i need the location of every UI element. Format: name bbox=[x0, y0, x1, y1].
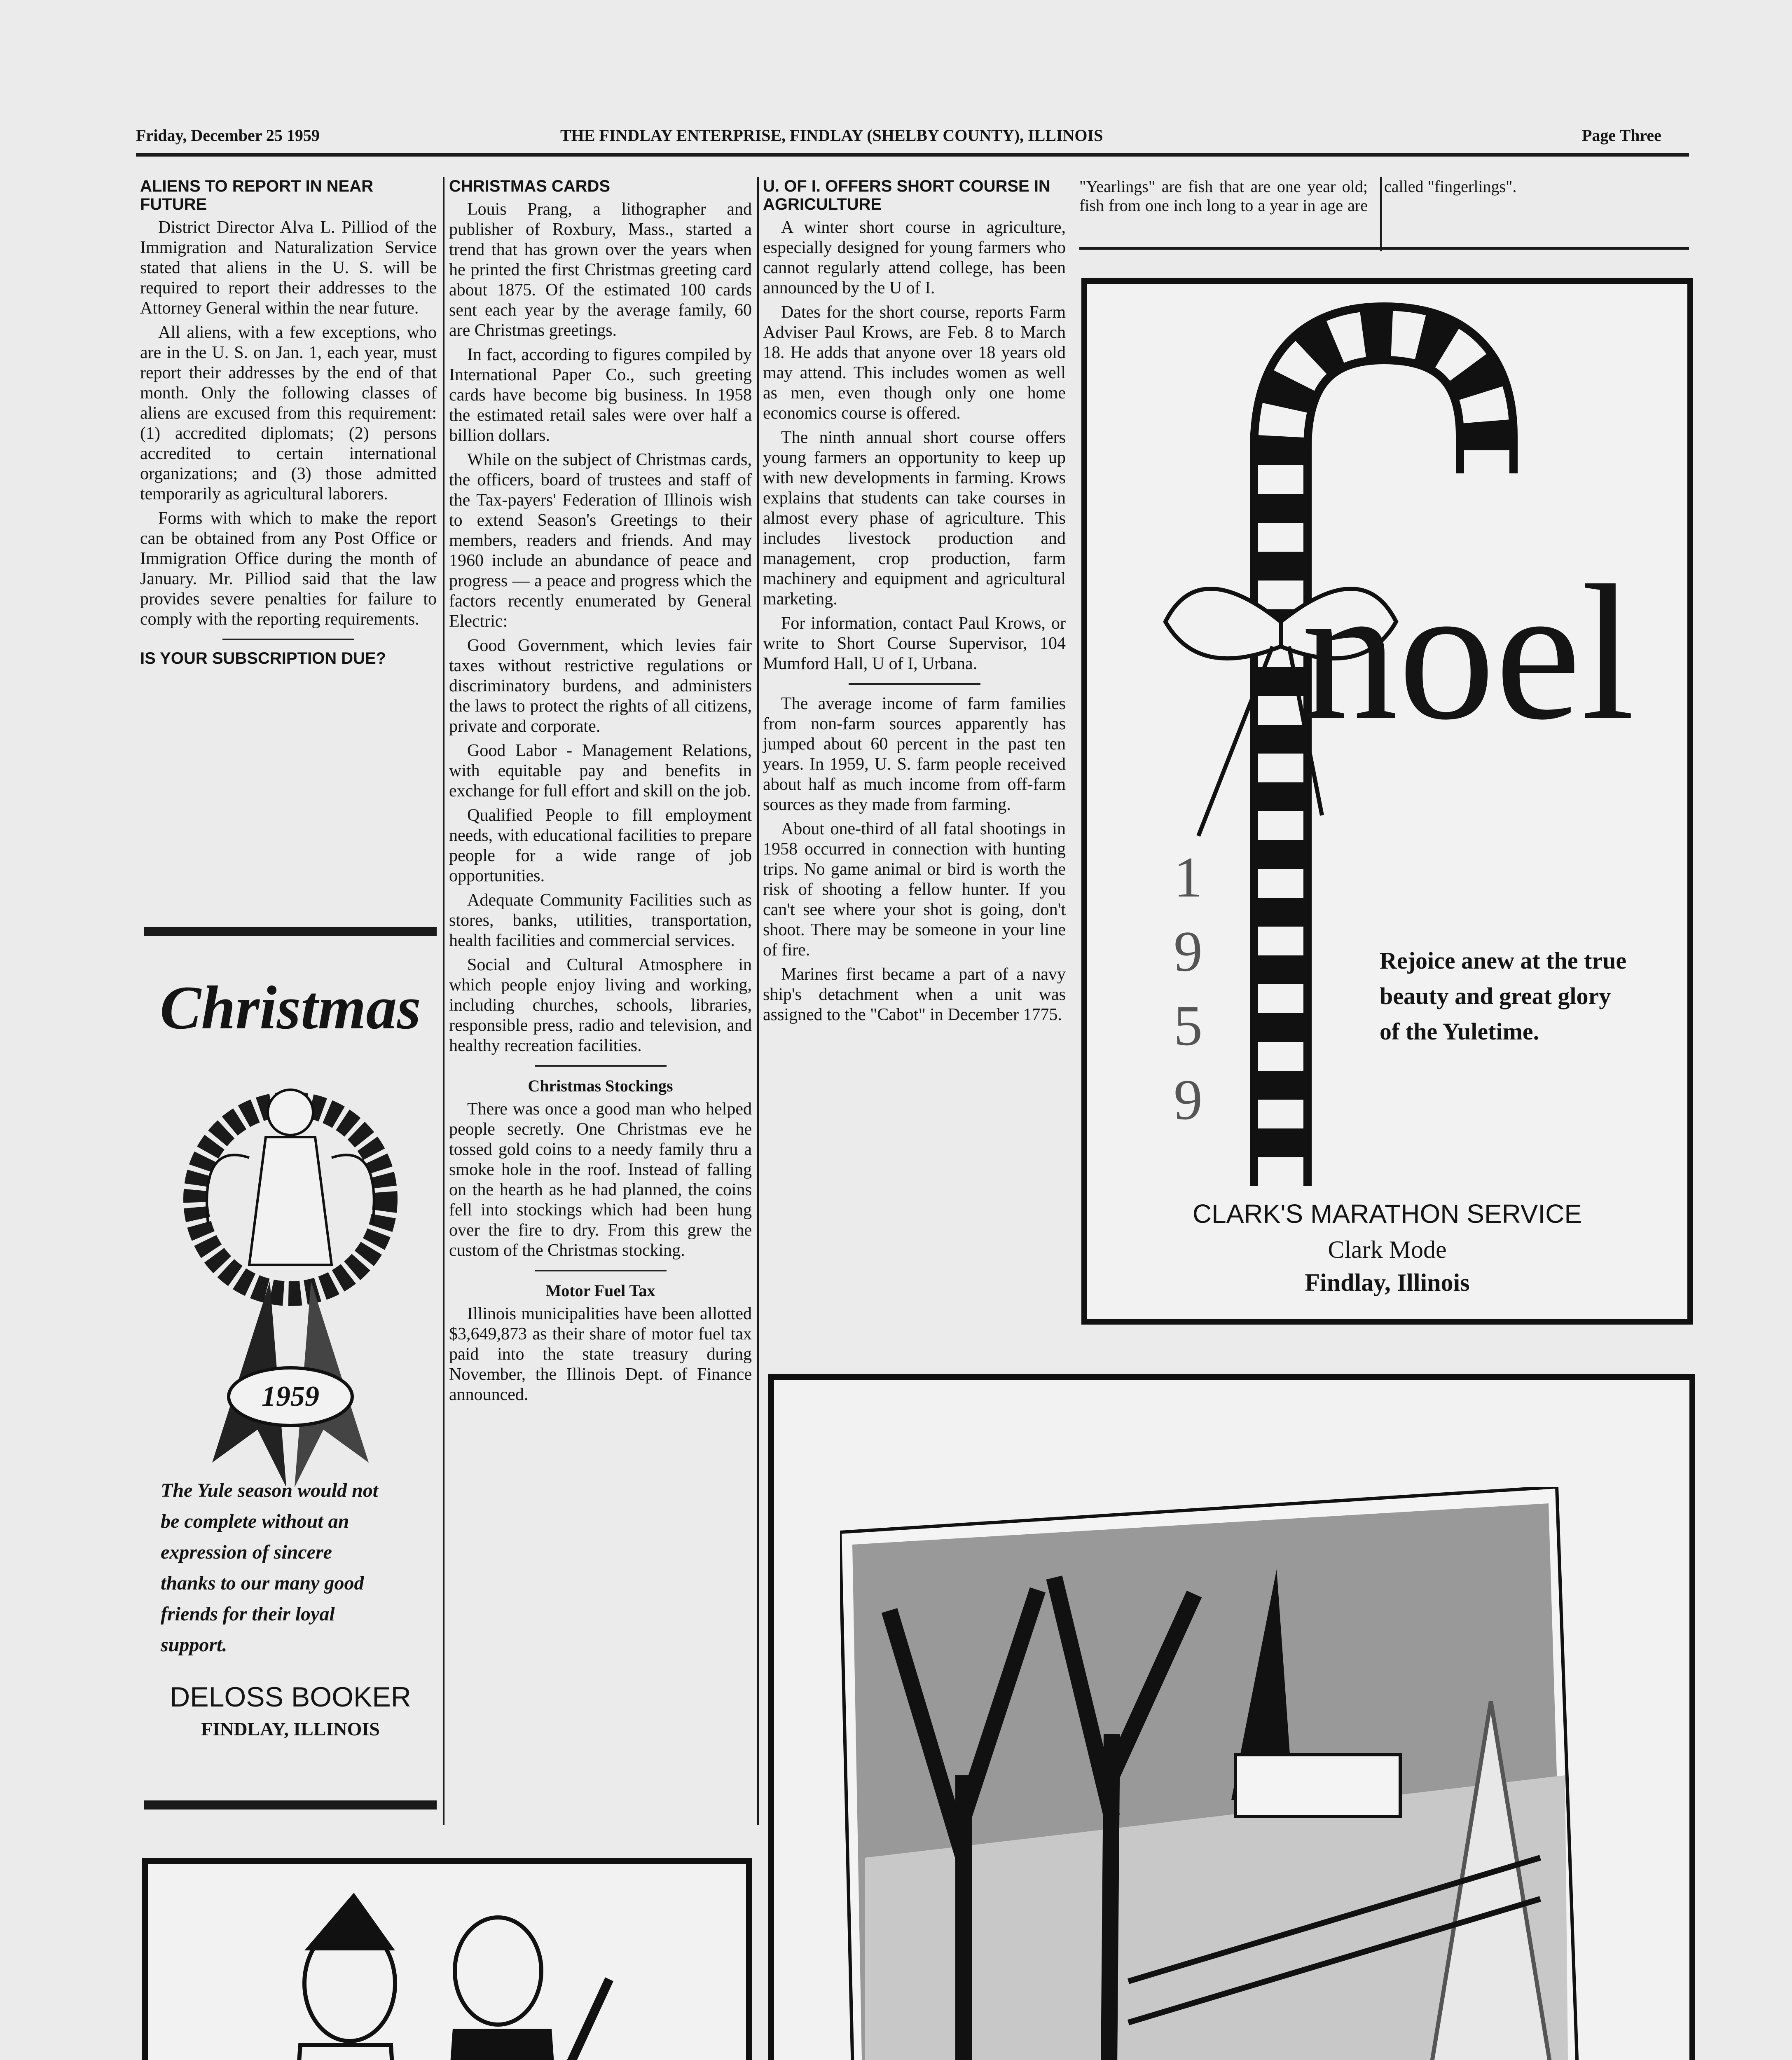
article-short-course bbox=[763, 177, 1066, 1029]
article-paragraph: A winter short course in agriculture, especially designed for young farmers who cannot regularly attend college, has been announced by the U of I. bbox=[763, 218, 1066, 297]
ad-booker bbox=[144, 927, 437, 1817]
article-paragraph: Marines first became a part of a navy ship's detachment when a unit was assigned to the "Cabot" in December 1775. bbox=[763, 965, 1066, 1024]
clarks-name: CLARK'S MARATHON SERVICE bbox=[1192, 1199, 1582, 1229]
article-aliens bbox=[140, 177, 437, 672]
clarks-year-digit: 5 bbox=[1174, 994, 1202, 1058]
booker-script-title: Christmas bbox=[160, 974, 421, 1042]
article-paragraph: While on the subject of Christmas cards, the officers, board of trustees and staff of the Tax-payers' Federation of Illinois wish to extend Season's Greetings to their members, readers and friends. And may 1960 include an abundance of peace and progress — a peace and progress which the factors recently enumerated by General Electric: bbox=[449, 450, 752, 631]
yearlings-note: "Yearlings" are fish that are one year old; fish from one inch long to a year in age are called "fingerlings". bbox=[1079, 177, 1517, 215]
yearlings-rule bbox=[1079, 247, 1689, 250]
masthead-paper: THE FINDLAY ENTERPRISE, FINDLAY (SHELBY COUNTY), ILLINOIS bbox=[560, 126, 1103, 145]
article-paragraph: Adequate Community Facilities such as stores, banks, utilities, transportation, health facilities and commercial services. bbox=[449, 891, 752, 950]
article-paragraph: The ninth annual short course offers young farmers an opportunity to keep up with new developments in farming. Krows explains that students can take courses in almost every phase of agriculture. This includes livestock production and management, crop production, farm machinery and equipment and agricultural marketing. bbox=[763, 428, 1066, 609]
article-paragraph: The average income of farm families from non-farm sources apparently has jumped about 60 percent in the past ten years. In 1959, U. S. farm people received about half as much income from off-farm sources as they made from farming. bbox=[763, 694, 1066, 814]
subscription-notice: IS YOUR SUBSCRIPTION DUE? bbox=[140, 649, 386, 667]
article-paragraph: Forms with which to make the report can be obtained from any Post Office or Immigration Office during the month of January. Mr. Pilliod said that the law provides severe penalties for failure to comply with the reporting requirements. bbox=[140, 509, 437, 629]
ad-livergood bbox=[768, 1374, 1695, 2060]
clarks-message: Rejoice anew at the true beauty and great glory of the Yuletime. bbox=[1380, 947, 1627, 1045]
article-paragraph: For information, contact Paul Krows, or write to Short Course Supervisor, 104 Mumford Hall, U of I, Urbana. bbox=[763, 614, 1066, 673]
ad-clarks bbox=[1081, 278, 1693, 1325]
booker-message: The Yule season would not be complete without an expression of sincere thanks to our many good friends for their loyal support. bbox=[161, 1479, 379, 1656]
article-paragraph: Qualified People to fill employment needs, with educational facilities to prepare people for a wide range of job opportunities. bbox=[449, 806, 752, 885]
masthead-page: Page Three bbox=[1582, 126, 1661, 145]
clarks-year-digit: 9 bbox=[1174, 920, 1202, 983]
angel-wreath-illustration bbox=[183, 1051, 398, 1504]
separator bbox=[849, 683, 980, 685]
stockings-heading: Christmas Stockings bbox=[528, 1077, 673, 1095]
clarks-year-digit: 1 bbox=[1174, 845, 1202, 909]
clarks-noel: noel bbox=[1301, 545, 1635, 760]
separator bbox=[535, 1270, 667, 1271]
booker-name: DELOSS BOOKER bbox=[170, 1681, 411, 1713]
article-paragraph: Dates for the short course, reports Farm Adviser Paul Krows, are Feb. 8 to March 18. He adds that anyone over 18 years old may attend. This includes women as well as men, even though only one home economics course is offered. bbox=[763, 303, 1066, 423]
booker-town: FINDLAY, ILLINOIS bbox=[201, 1718, 380, 1739]
clarks-year-digit: 9 bbox=[1174, 1068, 1202, 1132]
clarks-owner: Clark Mode bbox=[1328, 1236, 1447, 1263]
article-paragraph: Good Government, which levies fair taxes without restrictive regulations or discriminatory burdens, and administers the laws to protect the rights of all citizens, private and corporate. bbox=[449, 636, 752, 736]
article-heading: CHRISTMAS CARDS bbox=[449, 177, 611, 195]
article-heading: ALIENS TO REPORT IN NEAR FUTURE bbox=[140, 177, 373, 213]
article-paragraph: About one-third of all fatal shootings in 1958 occurred in connection with hunting trips. No game animal or bird is worth the risk of shooting a fellow hunter. If you can't see where your shot is going, don't shoot. There may be someone in your line of fire. bbox=[763, 819, 1066, 960]
article-christmas-cards bbox=[449, 177, 752, 1409]
article-paragraph: Louis Prang, a lithographer and publisher of Roxbury, Mass., started a trend that has grown over the years when he printed the first Christmas greeting card about 1875. Of the estimated 100 cards sent each year by the average family, 60 are Christmas greetings. bbox=[449, 200, 752, 340]
article-paragraph: District Director Alva L. Pilliod of the Immigration and Naturalization Service stated that aliens in the U. S. will be required to report their addresses to the Attorney General within the near future. bbox=[140, 218, 437, 318]
clarks-town: Findlay, Illinois bbox=[1305, 1269, 1470, 1296]
article-paragraph: Social and Cultural Atmosphere in which people enjoy living and working, including churches, schools, libraries, responsible press, radio and television, and healthy recreation facilities. bbox=[449, 955, 752, 1055]
masthead-rule bbox=[136, 153, 1689, 157]
article-heading: U. OF I. OFFERS SHORT COURSE IN AGRICULTURE bbox=[763, 177, 1050, 213]
winter-landscape-illustration bbox=[840, 1487, 1581, 2060]
separator bbox=[222, 639, 354, 640]
ad-bobs bbox=[142, 1858, 752, 2060]
stockings-text: There was once a good man who helped people secretly. One Christmas eve he tossed gold coins to a needy family thru a smoke hole in the roof. Instead of falling on the hearth as he had planned, the coins fell into stockings which had been hung over the fire to dry. From this grew the custom of the Christmas stocking. bbox=[449, 1100, 752, 1260]
column-rule bbox=[757, 177, 759, 1825]
booker-year: 1959 bbox=[262, 1381, 319, 1412]
masthead-date: Friday, December 25 1959 bbox=[136, 126, 320, 145]
column-rule bbox=[443, 177, 444, 1825]
fuel-heading: Motor Fuel Tax bbox=[545, 1281, 655, 1300]
article-paragraph: All aliens, with a few exceptions, who are in the U. S. on Jan. 1, each year, must report their addresses by the end of that month. Only the following classes of aliens are excused from this requirement: (1) accredited diplomats; (2) persons accredited to certain international organizations; and (3) those admitted temporarily as agricultural laborers. bbox=[140, 323, 437, 503]
fuel-text: Illinois municipalities have been allotted $3,649,873 as their share of motor fuel tax paid into the state treasury during November, the Illinois Dept. of Finance announced. bbox=[449, 1304, 752, 1404]
carolers-illustration bbox=[197, 1880, 708, 2060]
article-paragraph: Good Labor - Management Relations, with equitable pay and benefits in exchange for full effort and skill on the job. bbox=[449, 741, 752, 801]
ad-bottom-rule bbox=[144, 1800, 437, 1810]
article-paragraph: In fact, according to figures compiled by International Paper Co., such greeting cards have become big business. In 1958 the estimated retail sales were over half a billion dollars. bbox=[449, 345, 752, 445]
ad-top-rule bbox=[144, 927, 437, 936]
separator bbox=[535, 1065, 667, 1067]
